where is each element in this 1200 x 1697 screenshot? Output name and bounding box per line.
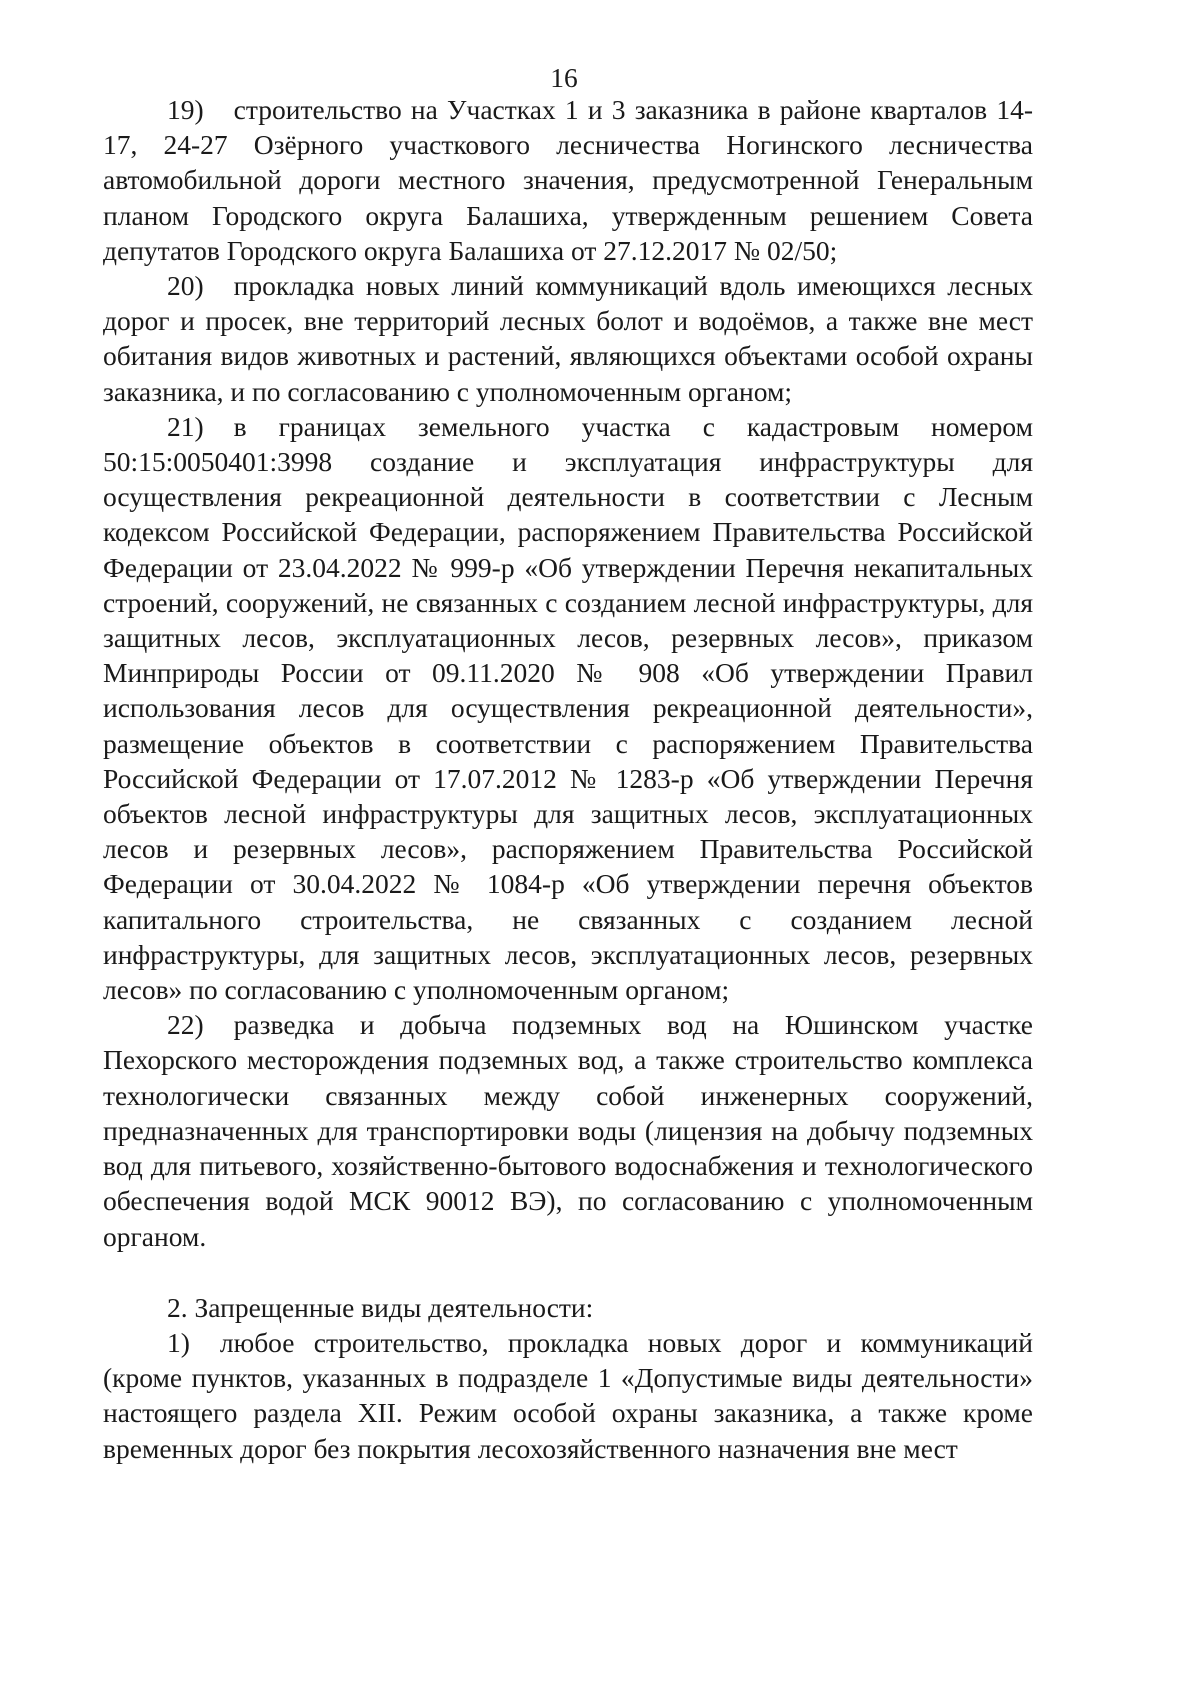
item-number: 21) bbox=[167, 410, 204, 442]
item-text: разведка и добыча подземных вод на Юшинском участке Пехорского месторождения подземных вод, а также строительство комплекса технологически связанных между собой инженерных сооружений, предназначенных для транспортировки воды (лицензия на добычу подземных вод для питьевого, хозяйственно-бытового водоснабжения и технологического обеспечения водой МСК 90012 ВЭ), по согласованию с уполномоченным органом. bbox=[103, 1009, 1033, 1252]
document-body bbox=[103, 92, 1033, 1466]
list-item-21 bbox=[103, 409, 1033, 1007]
page-number: 16 bbox=[550, 62, 578, 93]
list-item-19 bbox=[103, 92, 1033, 268]
item-number: 22) bbox=[167, 1009, 204, 1041]
list-item-22 bbox=[103, 1007, 1033, 1253]
section-spacer bbox=[103, 1254, 1033, 1290]
item-text: прокладка новых линий коммуникаций вдоль имеющихся лесных дорог и просек, вне территорий лесных болот и водоёмов, а также вне мест обитания видов животных и растений, являющихся объектами особой охраны заказника, и по согласованию с уполномоченным органом; bbox=[103, 270, 1033, 407]
section-heading: 2. Запрещенные виды деятельности: bbox=[167, 1291, 594, 1323]
item-number: 19) bbox=[167, 94, 204, 125]
item-number: 1) bbox=[167, 1326, 190, 1358]
item-number: 20) bbox=[167, 270, 204, 302]
item-text: любое строительство, прокладка новых дорог и коммуникаций (кроме пунктов, указанных в подразделе 1 «Допустимые виды деятельности» настоящего раздела XII. Режим особой охраны заказника, а также кроме временных дорог без покрытия лесохозяйственного назначения вне мест bbox=[103, 1326, 1033, 1464]
list-item-20 bbox=[103, 268, 1033, 409]
item-text: строительство на Участках 1 и 3 заказника в районе кварталов 14-17, 24-27 Озёрного участкового лесничества Ногинского лесничества автомобильной дороги местного значения, предусмотренной Генеральным планом Городского округа Балашиха, утвержденным решением Совета депутатов Городского округа Балашиха от 27.12.2017 № 02/50; bbox=[103, 94, 1033, 266]
item-text: в границах земельного участка с кадастровым номером 50:15:0050401:3998 создание и эксплуатация инфраструктуры для осуществления рекреационной деятельности в соответствии с Лесным кодексом Российской Федерации, распоряжением Правительства Российской Федерации от 23.04.2022 № 999-р «Об утверждении Перечня некапитальных строений, сооружений, не связанных с созданием лесной инфраструктуры, для защитных лесов, эксплуатационных лесов, резервных лесов», приказом Минприроды России от 09.11.2020 № 908 «Об утверждении Правил использования лесов для осуществления рекреационной деятельности», размещение объектов в соответствии с распоряжением Правительства Российской Федерации от 17.07.2012 № 1283-р «Об утверждении Перечня объектов лесной инфраструктуры для защитных лесов, эксплуатационных лесов и резервных лесов», распоряжением Правительства Российской Федерации от 30.04.2022 № 1084-р «Об утверждении перечня объектов капитального строительства, не связанных с созданием лесной инфраструктуры, для защитных лесов, эксплуатационных лесов, резервных лесов» по согласованию с уполномоченным органом; bbox=[103, 410, 1033, 1006]
list-item-1 bbox=[103, 1325, 1033, 1466]
